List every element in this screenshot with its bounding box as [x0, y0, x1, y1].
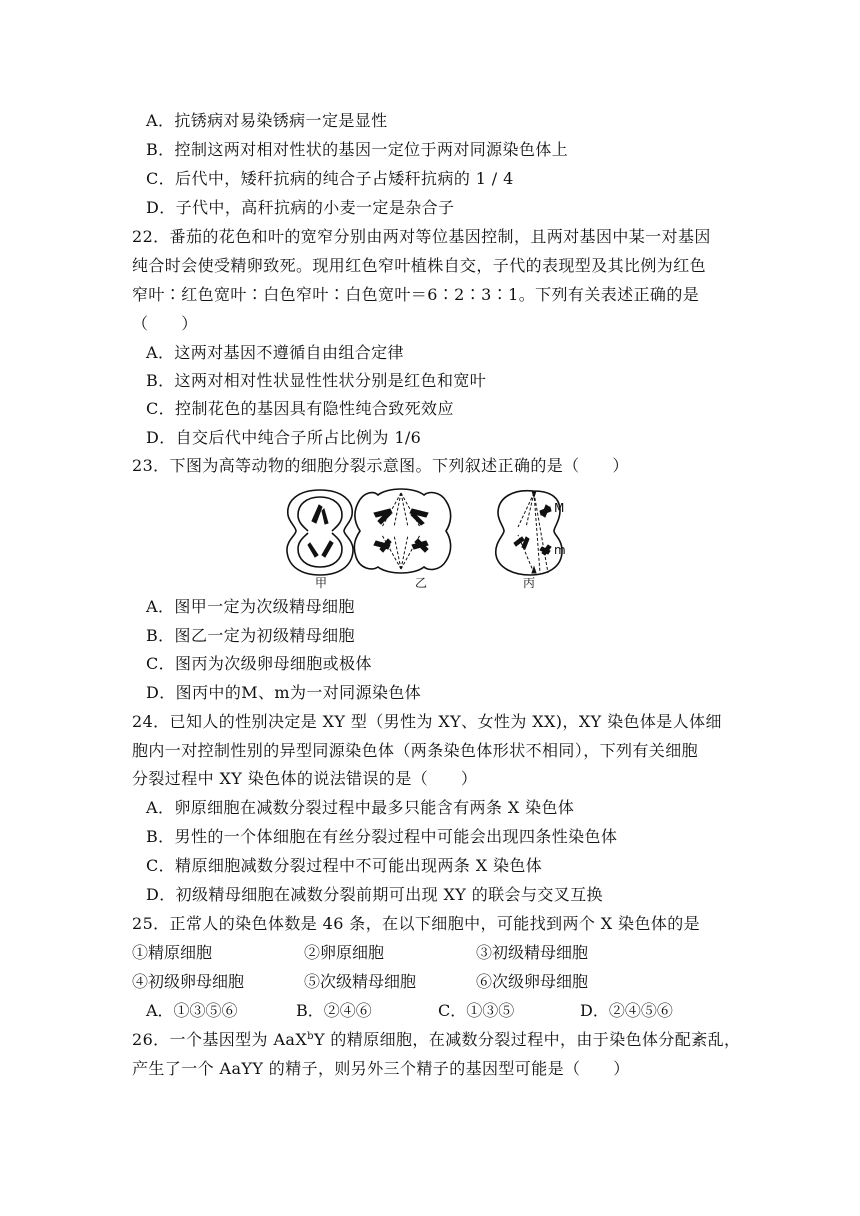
q22-option-b: B．这两对相对性状显性性状分别是红色和宽叶: [146, 371, 487, 390]
q25-cell-3: ③初级精母细胞: [476, 943, 589, 962]
q21-option-b: B．控制这两对相对性状的基因一定位于两对同源染色体上: [146, 140, 569, 159]
q22-option-a: A．这两对基因不遵循自由组合定律: [146, 343, 404, 362]
q24-option-a: A．卵原细胞在减数分裂过程中最多只能含有两条 X 染色体: [146, 798, 575, 817]
q24-option-c: C．精原细胞减数分裂过程中不可能出现两条 X 染色体: [146, 856, 543, 875]
q23-option-b: B．图乙一定为初级精母细胞: [146, 626, 355, 645]
q22-option-c: C．控制花色的基因具有隐性纯合致死效应: [146, 399, 454, 418]
q25-cell-6: ⑥次级卵母细胞: [476, 972, 589, 991]
q21-option-a: A．抗锈病对易染锈病一定是显性: [146, 111, 388, 130]
q21-option-d: D．子代中，高秆抗病的小麦一定是杂合子: [146, 198, 455, 217]
q22-stem-line-3: 窄叶∶红色宽叶∶白色窄叶∶白色宽叶＝6∶2∶3∶1。下列有关表述正确的是: [132, 285, 700, 304]
q23-option-c: C．图丙为次级卵母细胞或极体: [146, 654, 372, 673]
chromosome-label-big-m: M: [554, 501, 565, 515]
figure-label-bing: 丙: [523, 576, 536, 589]
q26-stem-part-2: Y 的精原细胞，在减数分裂过程中，由于染色体分配紊乱，: [313, 1030, 741, 1049]
cell-bing: [496, 491, 565, 575]
q25-option-c: C．①③⑤: [438, 1001, 515, 1020]
q22-stem-line-1: 22．番茄的花色和叶的宽窄分别由两对等位基因控制，且两对基因中某一对基因: [132, 227, 711, 246]
q23-stem: 23．下图为高等动物的细胞分裂示意图。下列叙述正确的是（ ）: [132, 456, 629, 475]
q25-stem: 25．正常人的染色体数是 46 条，在以下细胞中，可能找到两个 X 染色体的是: [132, 914, 701, 933]
q25-cell-1: ①精原细胞: [132, 943, 213, 962]
q26-stem-line-2: 产生了一个 AaYY 的精子，则另外三个精子的基因型可能是（ ）: [132, 1059, 630, 1078]
q25-option-d: D．②④⑤⑥: [580, 1001, 673, 1020]
q24-stem-line-2: 胞内一对控制性别的异型同源染色体（两条染色体形状不相同），下列有关细胞: [132, 741, 699, 760]
q24-option-d: D．初级精母细胞在减数分裂前期可出现 XY 的联会与交叉互换: [146, 885, 603, 904]
cell-yi: [354, 489, 450, 573]
q21-option-c: C．后代中，矮秆抗病的纯合子占矮秆抗病的 1 / 4: [146, 169, 514, 188]
cell-division-diagram: [278, 487, 578, 589]
figure-label-jia: 甲: [315, 576, 328, 589]
q22-stem-line-2: 纯合时会使受精卵致死。现用红色窄叶植株自交，子代的表现型及其比例为红色: [132, 256, 707, 275]
q25-cell-5: ⑤次级精母细胞: [304, 972, 417, 991]
q26-stem-part-1: 26．一个基因型为 AaX: [132, 1030, 308, 1049]
q24-stem-line-1: 24．已知人的性别决定是 XY 型（男性为 XY、女性为 XX)，XY 染色体是人体细: [132, 712, 722, 731]
chromosome-label-small-m: m: [554, 543, 566, 557]
q24-option-b: B．男性的一个体细胞在有丝分裂过程中可能会出现四条性染色体: [146, 827, 618, 846]
cell-jia: [287, 490, 353, 575]
q23-option-a: A．图甲一定为次级精母细胞: [146, 597, 355, 616]
q26-stem-line-1: [132, 1029, 740, 1051]
q25-option-b: B．②④⑥: [296, 1001, 372, 1020]
q25-cell-2: ②卵原细胞: [304, 943, 385, 962]
q22-answer-blank: （ ）: [132, 314, 198, 333]
q26-stem-superscript: b: [307, 1031, 314, 1042]
q22-option-d: D．自交后代中纯合子所占比例为 1/6: [146, 428, 422, 447]
q25-option-a: A．①③⑤⑥: [146, 1001, 238, 1020]
cell-division-figure: [278, 487, 578, 589]
q24-stem-line-3: 分裂过程中 XY 染色体的说法错误的是（ ）: [132, 769, 478, 788]
q23-option-d: D．图丙中的M、m为一对同源染色体: [146, 683, 422, 702]
q25-cell-4: ④初级卵母细胞: [132, 972, 245, 991]
figure-label-yi: 乙: [415, 576, 428, 589]
